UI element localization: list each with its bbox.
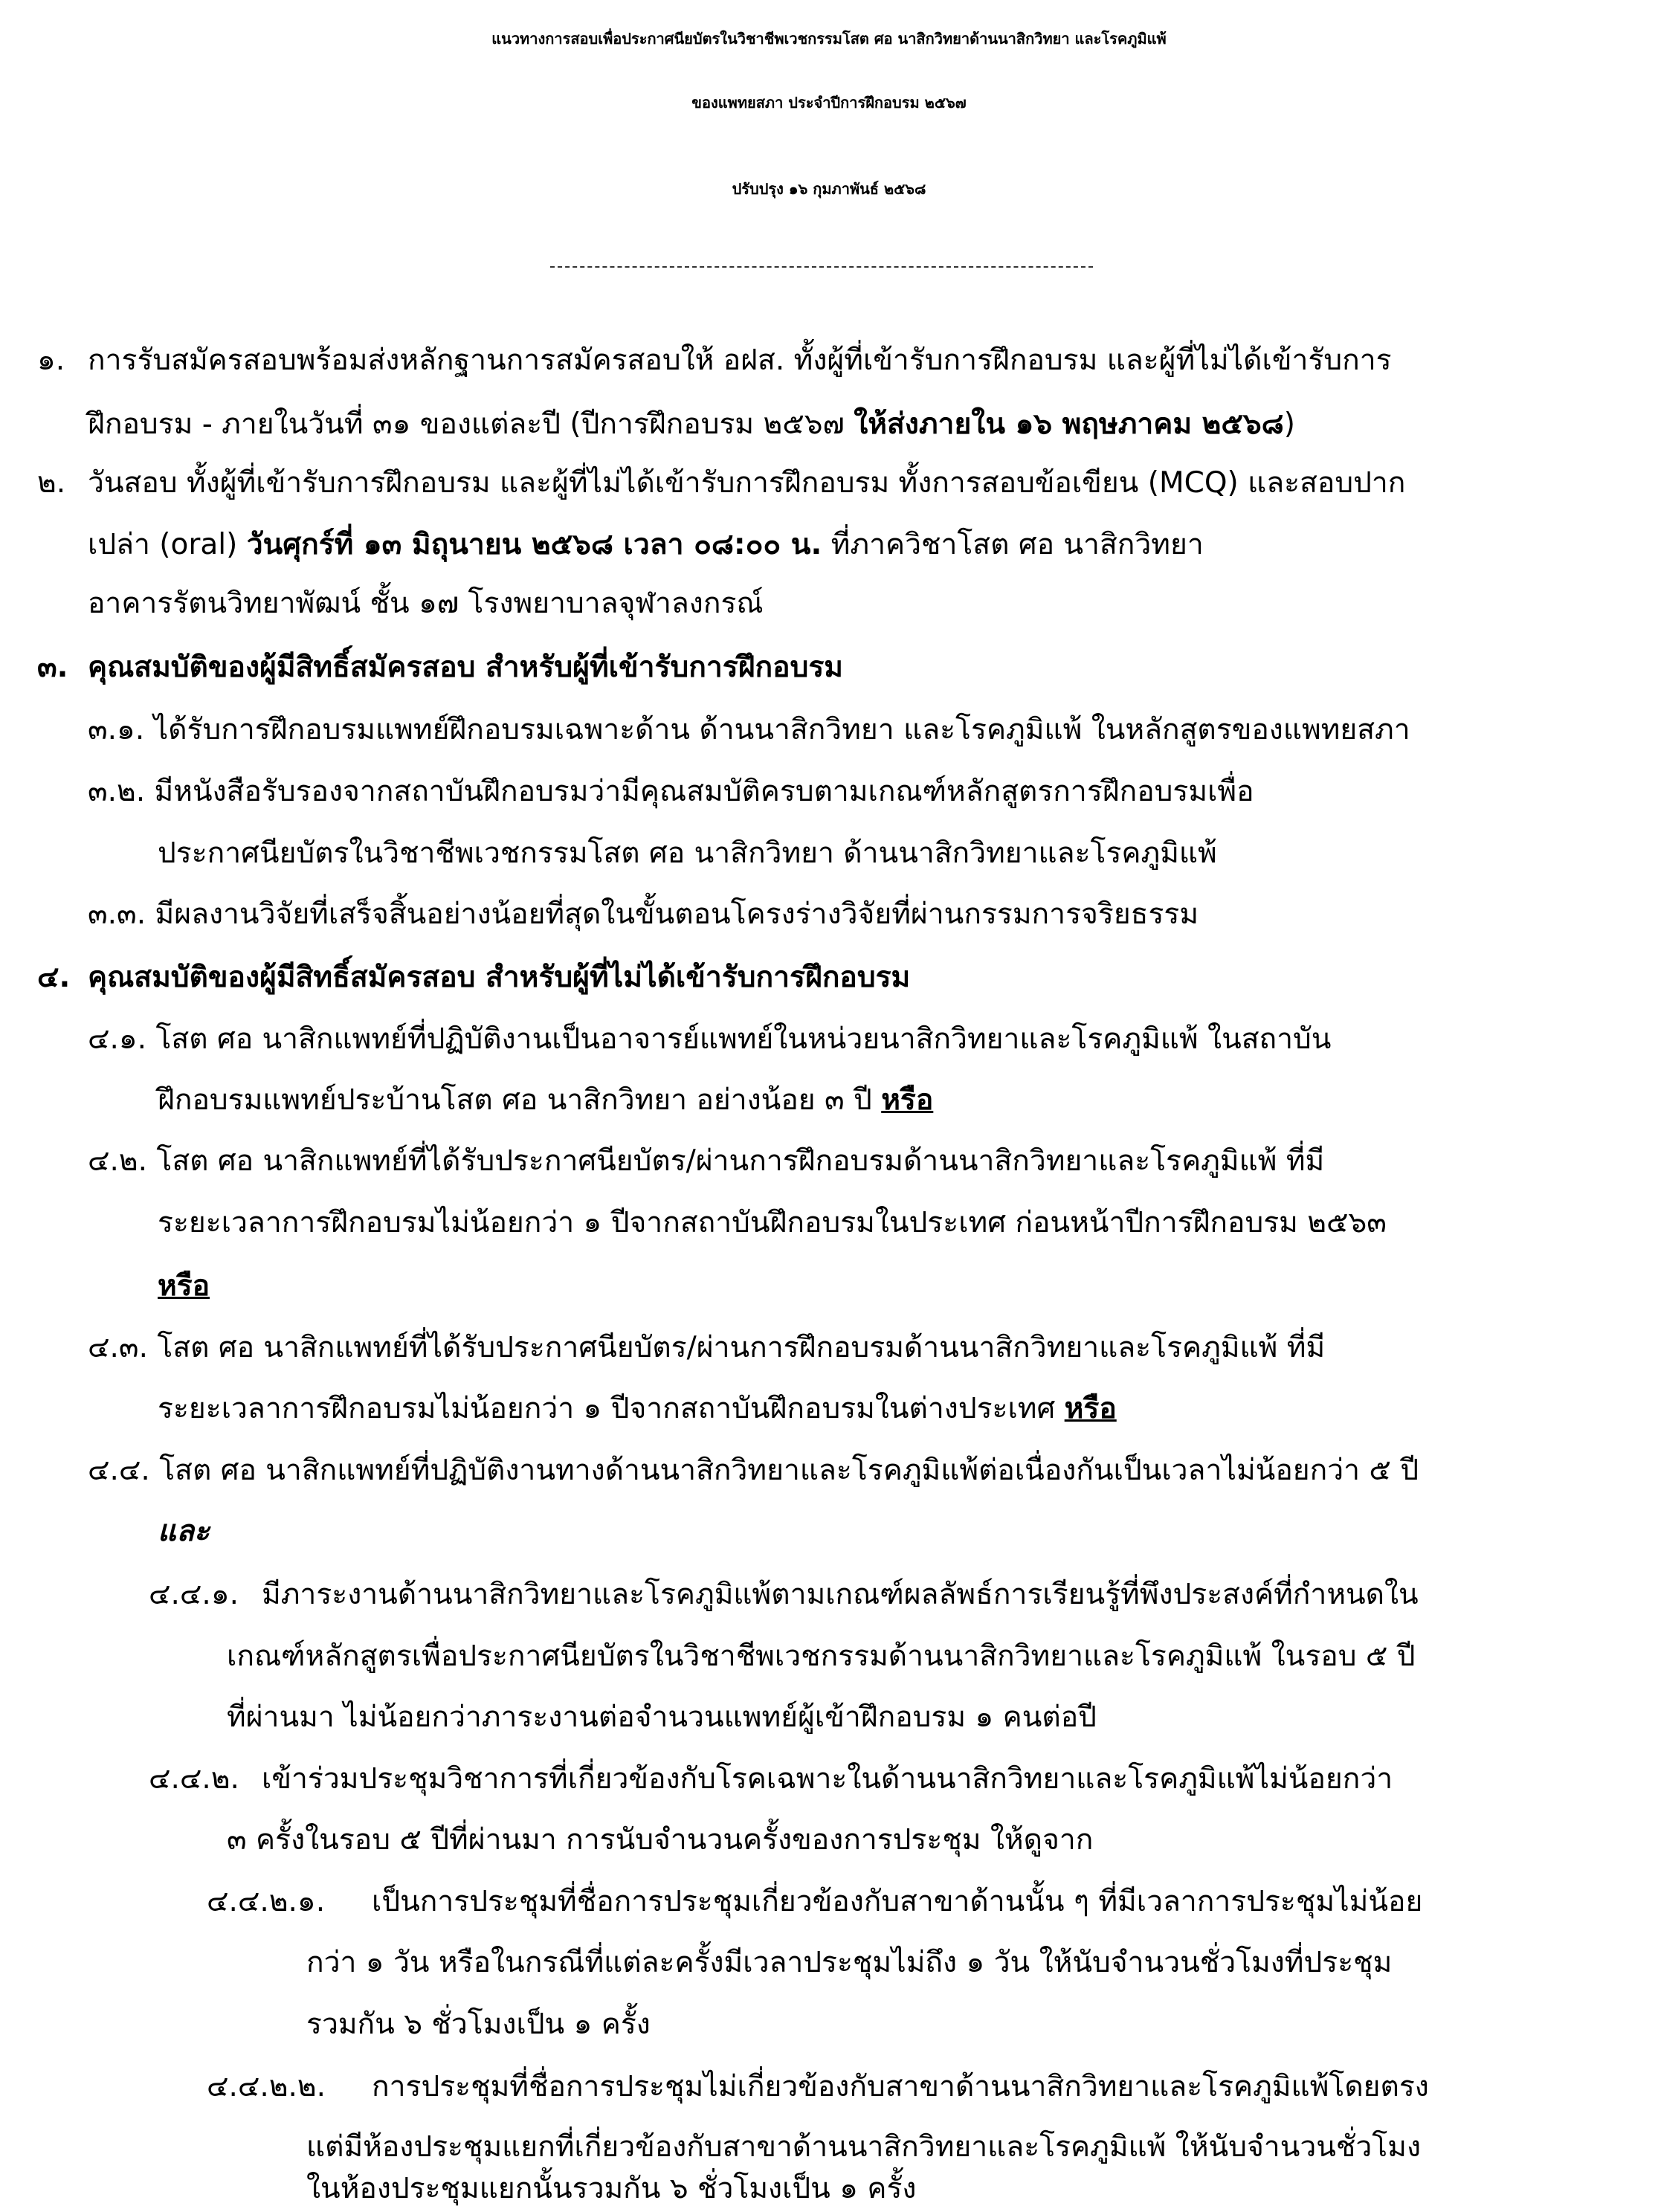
item-text: การรับสมัครสอบพร้อมส่งหลักฐานการสมัครสอบให้ อฝส. ทั้งผู้ที่เข้ารับการฝึกอบรม และผู้ที่ไม่ได้เข้ารับการ	[88, 344, 1392, 377]
level4-item: การประชุมที่ชื่อการประชุมไม่เกี่ยวข้องกับสาขาด้านนาสิกวิทยาและโรคภูมิแพ้โดยตรง	[372, 2070, 1429, 2103]
item-number: ๓.	[37, 651, 68, 684]
sub-sub-item-cont: เกณฑ์หลักสูตรเพื่อประกาศนียบัตรในวิชาชีพเวชกรรมด้านนาสิกวิทยาและโรคภูมิแพ้ ในรอบ ๕ ปี	[227, 1639, 1416, 1673]
item-number: ๑.	[37, 344, 65, 377]
sub-item: ๔.๔. โสต ศอ นาสิกแพทย์ที่ปฏิบัติงานทางด้านนาสิกวิทยาและโรคภูมิแพ้ต่อเนื่องกันเป็นเวลาไม่น้อยกว่า ๕ ปี	[88, 1454, 1419, 1487]
or-emphasis: หรือ	[881, 1083, 934, 1117]
level4-number: ๔.๔.๒.๑.	[207, 1885, 326, 1918]
sub-sub-number: ๔.๔.๒.	[149, 1762, 239, 1796]
level4-item-cont: แต่มีห้องประชุมแยกที่เกี่ยวข้องกับสาขาด้านนาสิกวิทยาและโรคภูมิแพ้ ให้นับจำนวนชั่วโมง	[306, 2130, 1421, 2164]
sub-item: ๓.๑. ได้รับการฝึกอบรมแพทย์ฝึกอบรมเฉพาะด้าน ด้านนาสิกวิทยา และโรคภูมิแพ้ ในหลักสูตรของแพทยสภา	[88, 713, 1410, 747]
revision-date: ปรับปรุง ๑๖ กุมภาพันธ์ ๒๕๖๘	[732, 180, 926, 198]
item-text: เปล่า (oral) วันศุกร์ที่ ๑๓ มิถุนายน ๒๕๖๘ เวลา ๐๘:๐๐ น. ที่ภาควิชาโสต ศอ นาสิกวิทยา	[88, 528, 1204, 561]
sub-item-cont: ระยะเวลาการฝึกอบรมไม่น้อยกว่า ๑ ปีจากสถาบันฝึกอบรมในประเทศ ก่อนหน้าปีการฝึกอบรม ๒๕๖๓	[158, 1206, 1387, 1239]
sub-item-cont: ระยะเวลาการฝึกอบรมไม่น้อยกว่า ๑ ปีจากสถาบันฝึกอบรมในต่างประเทศ หรือ	[158, 1392, 1117, 1425]
sub-item: ๓.๓. มีผลงานวิจัยที่เสร็จสิ้นอย่างน้อยที่สุดในขั้นตอนโครงร่างวิจัยที่ผ่านกรรมการจริยธรรม	[88, 897, 1199, 931]
level4-item: เป็นการประชุมที่ชื่อการประชุมเกี่ยวข้องกับสาขาด้านนั้น ๆ ที่มีเวลาการประชุมไม่น้อย	[372, 1885, 1423, 1918]
deadline-emphasis: ให้ส่งภายใน ๑๖ พฤษภาคม ๒๕๖๘	[854, 407, 1284, 441]
exam-date-emphasis: วันศุกร์ที่ ๑๓ มิถุนายน ๒๕๖๘ เวลา ๐๘:๐๐ น.	[246, 528, 822, 561]
sub-item: ๓.๒. มีหนังสือรับรองจากสถาบันฝึกอบรมว่ามีคุณสมบัติครบตามเกณฑ์หลักสูตรการฝึกอบรมเพื่อ	[88, 775, 1254, 808]
sub-item: ๔.๒. โสต ศอ นาสิกแพทย์ที่ได้รับประกาศนียบัตร/ผ่านการฝึกอบรมด้านนาสิกวิทยาและโรคภูมิแพ้ ที่มี	[88, 1144, 1325, 1178]
sub-item: ๔.๓. โสต ศอ นาสิกแพทย์ที่ได้รับประกาศนียบัตร/ผ่านการฝึกอบรมด้านนาสิกวิทยาและโรคภูมิแพ้ ที่มี	[88, 1331, 1326, 1364]
sub-sub-item-cont: ที่ผ่านมา ไม่น้อยกว่าภาระงานต่อจำนวนแพทย์ผู้เข้าฝึกอบรม ๑ คนต่อปี	[227, 1700, 1097, 1734]
item-text: ฝึกอบรม - ภายในวันที่ ๓๑ ของแต่ละปี (ปีการฝึกอบรม ๒๕๖๗ ให้ส่งภายใน ๑๖ พฤษภาคม ๒๕๖๘)	[88, 407, 1295, 441]
document-title-line2: ของแพทยสภา ประจำปีการฝึกอบรม ๒๕๖๗	[691, 94, 967, 112]
section-heading: คุณสมบัติของผู้มีสิทธิ์สมัครสอบ สำหรับผู้ที่ไม่ได้เข้ารับการฝึกอบรม	[88, 961, 911, 994]
level4-item-cont: กว่า ๑ วัน หรือในกรณีที่แต่ละครั้งมีเวลาประชุมไม่ถึง ๑ วัน ให้นับจำนวนชั่วโมงที่ประชุม	[306, 1946, 1393, 1979]
and-emphasis: และ	[158, 1515, 210, 1548]
sub-item-cont: ฝึกอบรมแพทย์ประบ้านโสต ศอ นาสิกวิทยา อย่างน้อย ๓ ปี หรือ	[158, 1083, 934, 1117]
sub-item-cont: ประกาศนียบัตรในวิชาชีพเวชกรรมโสต ศอ นาสิกวิทยา ด้านนาสิกวิทยาและโรคภูมิแพ้	[158, 836, 1217, 870]
level4-item-cont: ในห้องประชุมแยกนั้นรวมกัน ๖ ชั่วโมงเป็น ๑ ครั้ง	[306, 2172, 917, 2205]
sub-sub-number: ๔.๔.๑.	[149, 1578, 239, 1611]
sub-item: ๔.๑. โสต ศอ นาสิกแพทย์ที่ปฏิบัติงานเป็นอาจารย์แพทย์ในหน่วยนาสิกวิทยาและโรคภูมิแพ้ ในสถาบัน	[88, 1022, 1332, 1056]
level4-number: ๔.๔.๒.๒.	[207, 2070, 326, 2103]
item-text: อาคารรัตนวิทยาพัฒน์ ชั้น ๑๗ โรงพยาบาลจุฬาลงกรณ์	[88, 587, 764, 620]
level4-item-cont: รวมกัน ๖ ชั่วโมงเป็น ๑ ครั้ง	[306, 2008, 651, 2041]
item-number: ๔.	[37, 961, 71, 994]
sub-sub-item-cont: ๓ ครั้งในรอบ ๕ ปีที่ผ่านมา การนับจำนวนครั้งของการประชุม ให้ดูจาก	[227, 1823, 1094, 1857]
or-emphasis: หรือ	[1064, 1392, 1117, 1425]
dashed-divider	[550, 266, 1093, 268]
document-title-line1: แนวทางการสอบเพื่อประกาศนียบัตรในวิชาชีพเวชกรรมโสต ศอ นาสิกวิทยาด้านนาสิกวิทยา และโรคภูมิแพ้	[491, 30, 1167, 48]
sub-sub-item: มีภาระงานด้านนาสิกวิทยาและโรคภูมิแพ้ตามเกณฑ์ผลลัพธ์การเรียนรู้ที่พึงประสงค์ที่กำหนดใน	[262, 1578, 1419, 1611]
section-heading: คุณสมบัติของผู้มีสิทธิ์สมัครสอบ สำหรับผู้ที่เข้ารับการฝึกอบรม	[88, 651, 843, 684]
item-number: ๒.	[37, 466, 66, 500]
item-text: วันสอบ ทั้งผู้ที่เข้ารับการฝึกอบรม และผู้ที่ไม่ได้เข้ารับการฝึกอบรม ทั้งการสอบข้อเขียน (MCQ) และสอบปาก	[88, 466, 1406, 500]
sub-sub-item: เข้าร่วมประชุมวิชาการที่เกี่ยวข้องกับโรคเฉพาะในด้านนาสิกวิทยาและโรคภูมิแพ้ไม่น้อยกว่า	[262, 1762, 1393, 1796]
or-emphasis: หรือ	[158, 1269, 210, 1303]
